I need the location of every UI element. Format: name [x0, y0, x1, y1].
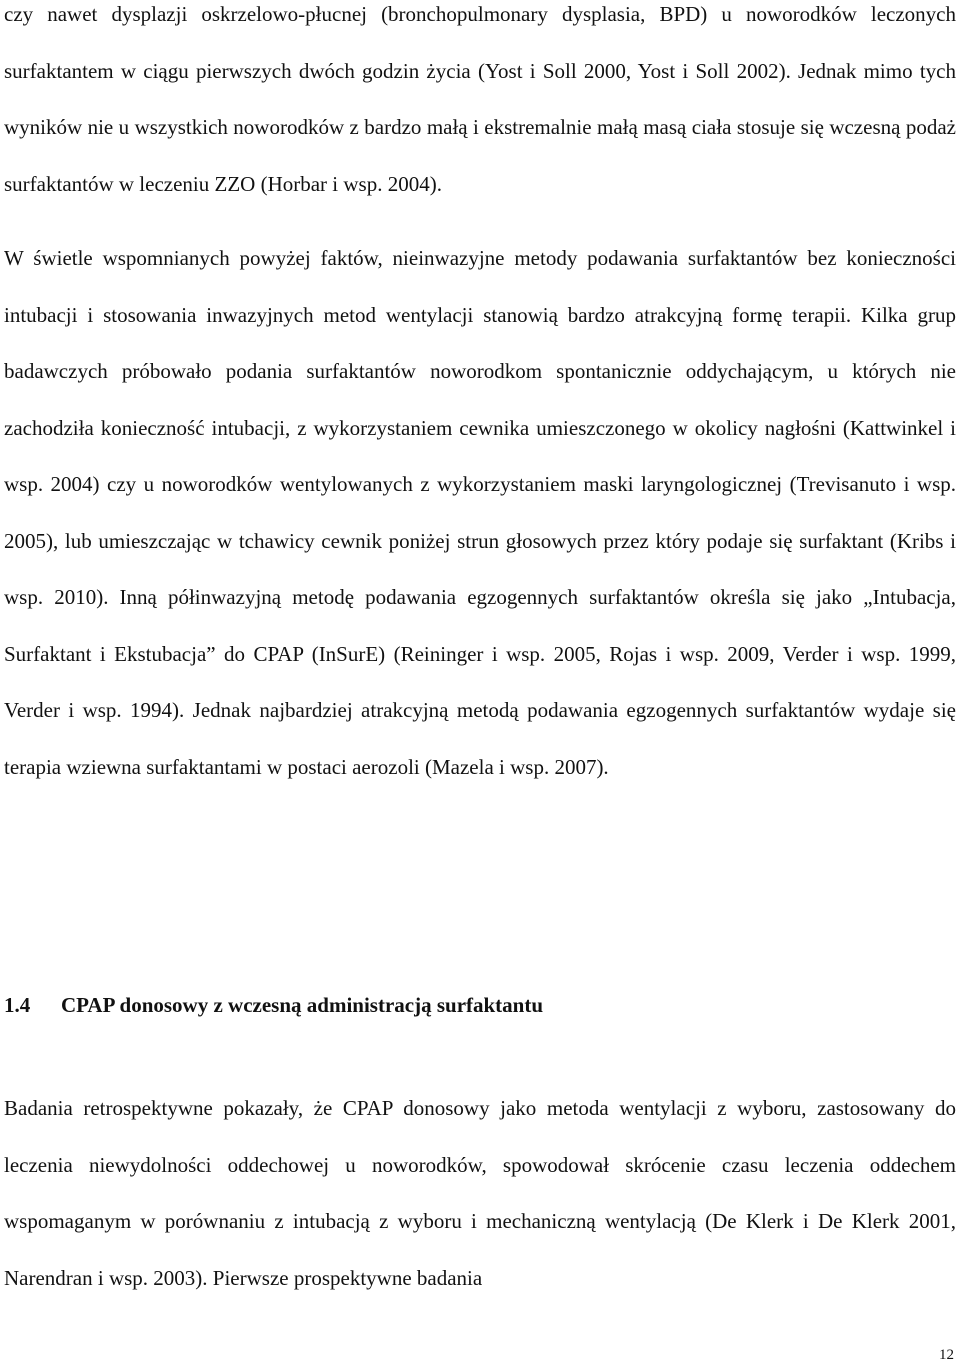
- body-paragraph-3: Badania retrospektywne pokazały, że CPAP donosowy jako metoda wentylacji z wyboru, zastosowany do leczenia niewydolności oddechowej u noworodków, spowodował skrócenie czasu leczenia oddechem wspomaganym w porównaniu z intubacją z wyboru i mechaniczną wentylacją (De Klerk i De Klerk 2001, Narendran i wsp. 2003). Pierwsze prospektywne badania: [4, 1096, 956, 1290]
- section-number: 1.4: [4, 993, 31, 1017]
- page-number: 12: [939, 1347, 954, 1363]
- section-heading: [4, 990, 543, 1020]
- body-paragraph-1: czy nawet dysplazji oskrzelowo-płucnej (bronchopulmonary dysplasia, BPD) u noworodków leczonych surfaktantem w ciągu pierwszych dwóch godzin życia (Yost i Soll 2000, Yost i Soll 2002). Jednak mimo tych wyników nie u wszystkich noworodków z bardzo małą i ekstremalnie małą masą ciała stosuje się wczesną podaż surfaktantów w leczeniu ZZO (Horbar i wsp. 2004).: [4, 2, 956, 196]
- body-paragraph-2: W świetle wspomnianych powyżej faktów, nieinwazyjne metody podawania surfaktantów bez konieczności intubacji i stosowania inwazyjnych metod wentylacji stanowią bardzo atrakcyjną formę terapii. Kilka grup badawczych próbowało podania surfaktantów noworodkom spontanicznie oddychającym, u których nie zachodziła konieczność intubacji, z wykorzystaniem cewnika umieszczonego w okolicy nagłośni (Kattwinkel i wsp. 2004) czy u noworodków wentylowanych z wykorzystaniem maski laryngologicznej (Trevisanuto i wsp. 2005), lub umieszczając w tchawicy cewnik poniżej strun głosowych przez który podaje się surfaktant (Kribs i wsp. 2010). Inną półinwazyjną metodę podawania egzogennych surfaktantów określa się jako „Intubacja, Surfaktant i Ekstubacja” do CPAP (InSurE) (Reininger i wsp. 2005, Rojas i wsp. 2009, Verder i wsp. 1999, Verder i wsp. 1994). Jednak najbardziej atrakcyjną metodą podawania egzogennych surfaktantów wydaje się terapia wziewna surfaktantami w postaci aerozoli (Mazela i wsp. 2007).: [4, 246, 956, 779]
- section-title: CPAP donosowy z wczesną administracją surfaktantu: [61, 993, 544, 1017]
